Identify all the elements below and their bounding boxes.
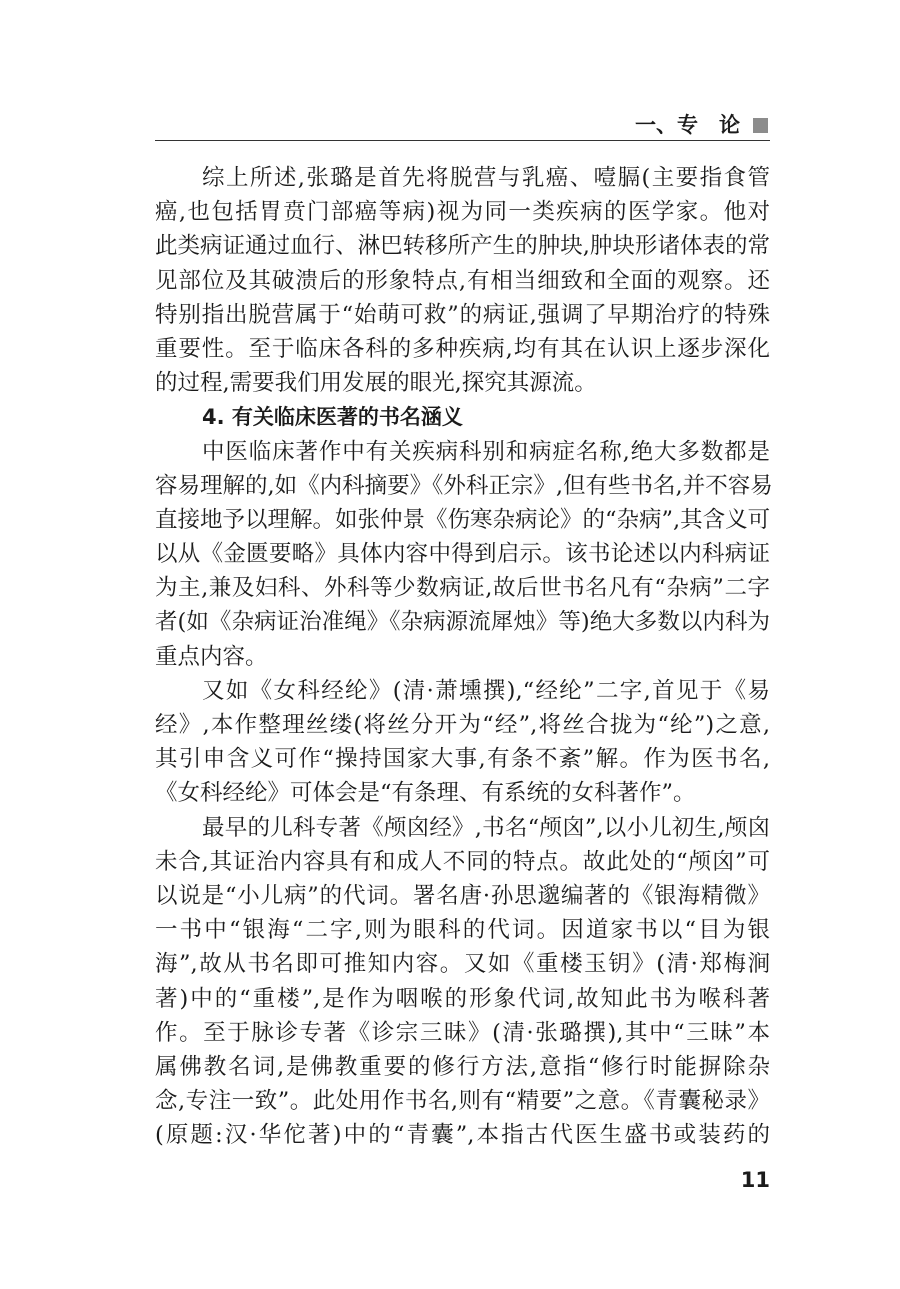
gray-square-icon xyxy=(753,118,768,133)
text-line: 重要性。至于临床各科的多种疾病,均有其在认识上逐步深化 xyxy=(155,335,770,362)
text-line: 者(如《杂病证治准绳》《杂病源流犀烛》等)绝大多数以内科为 xyxy=(155,609,770,636)
text-line: 属佛教名词,是佛教重要的修行方法,意指“修行时能摒除杂 xyxy=(155,1053,770,1080)
text-line: 直接地予以理解。如张仲景《伤寒杂病论》的“杂病”,其含义可 xyxy=(155,506,771,533)
paragraph xyxy=(155,674,770,811)
text-line: 海”,故从书名即可推知内容。又如《重楼玉钥》(清·郑梅涧 xyxy=(155,951,770,978)
text-line: 癌,也包括胃贲门部癌等病)视为同一类疾病的医学家。他对 xyxy=(155,199,770,226)
text-line: 又如《女科经纶》(清·萧壎撰),“经纶”二字,首见于《易 xyxy=(202,677,770,704)
text-line: 综上所述,张璐是首先将脱营与乳癌、噎膈(主要指食管 xyxy=(202,165,770,191)
text-line: 作。至于脉诊专著《诊宗三昧》(清·张璐撰),其中“三昧”本 xyxy=(155,1019,770,1046)
text-line: 其引申含义可作“操持国家大事,有条不紊”解。作为医书名, xyxy=(155,746,770,773)
text-line: 一书中“银海“二字,则为眼科的代词。因道家书以“目为银 xyxy=(155,917,770,944)
paragraph xyxy=(155,161,770,400)
running-header xyxy=(155,108,770,141)
text-line: 中医临床著作中有关疾病科别和病症名称,绝大多数都是 xyxy=(202,438,770,465)
text-line: 的过程,需要我们用发展的眼光,探究其源流。 xyxy=(155,370,597,397)
text-line: 以从《金匮要略》具体内容中得到启示。该书论述以内科病证 xyxy=(155,541,770,568)
section-heading: 4. 有关临床医著的书名涵义 xyxy=(202,405,463,430)
text-line: (原题:汉·华佗著)中的“青囊”,本指古代医生盛书或装药的 xyxy=(155,1122,770,1149)
text-line: 最早的儿科专著《颅囟经》,书名“颅囟”,以小儿初生,颅囟 xyxy=(202,814,770,841)
text-line: 著)中的“重楼”,是作为咽喉的形象代词,故知此书为喉科著 xyxy=(155,985,770,1012)
text-line: 为主,兼及妇科、外科等少数病证,故后世书名凡有“杂病”二字 xyxy=(155,575,770,602)
paragraph xyxy=(155,435,773,674)
text-line: 未合,其证治内容具有和成人不同的特点。故此处的“颅囟”可 xyxy=(155,848,770,875)
text-line: 《女科经纶》可体会是“有条理、有系统的女科著作”。 xyxy=(155,780,696,807)
paragraph xyxy=(155,811,770,1153)
text-line: 经》,本作整理丝缕(将丝分开为“经”,将丝合拢为“纶”)之意, xyxy=(155,712,770,738)
body-text xyxy=(155,161,773,1152)
text-line: 以说是“小儿病”的代词。署名唐·孙思邈编著的《银海精微》 xyxy=(155,882,770,909)
text-line: 念,专注一致”。此处用作书名,则有“精要”之意。《青囊秘录》 xyxy=(155,1088,770,1115)
text-line: 容易理解的,如《内科摘要》《外科正宗》,但有些书名,并不容易 xyxy=(155,472,773,499)
section-title: 一、专 论 xyxy=(635,113,740,137)
text-line: 重点内容。 xyxy=(155,643,268,670)
text-line: 见部位及其破溃后的形象特点,有相当细致和全面的观察。还 xyxy=(155,267,770,294)
page-number: 11 xyxy=(740,1168,770,1192)
text-line: 此类病证通过血行、淋巴转移所产生的肿块,肿块形诸体表的常 xyxy=(155,233,770,260)
text-line: 特别指出脱营属于“始萌可救”的病证,强调了早期治疗的特殊 xyxy=(155,301,770,328)
